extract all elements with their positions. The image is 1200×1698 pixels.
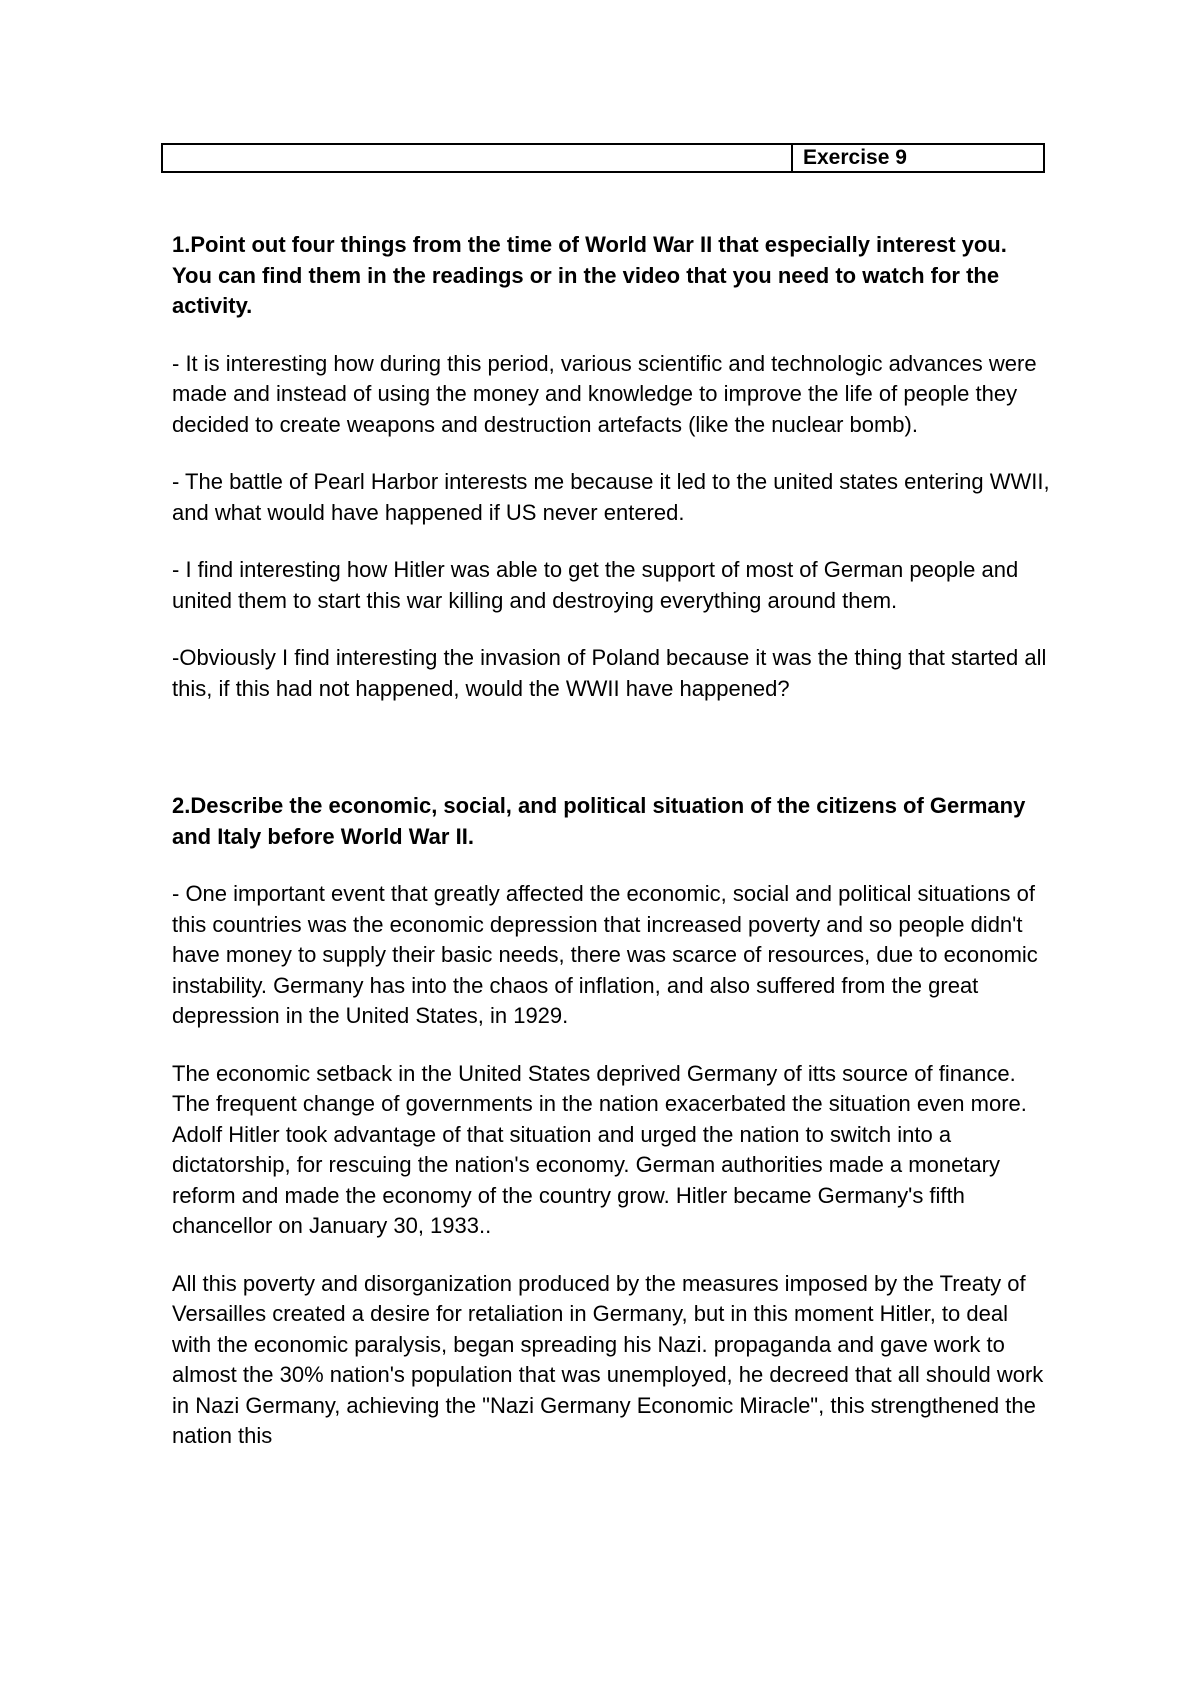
answer-paragraph: -Obviously I find interesting the invasion of Poland because it was the thing that started all this, if this had not happened, would the WWII have happened? <box>172 645 1047 701</box>
header-table <box>161 143 1045 173</box>
answer-paragraph: - The battle of Pearl Harbor interests me because it led to the united states entering WWII, and what would have happened if US never entered. <box>172 469 1050 525</box>
section-spacer <box>172 704 1052 791</box>
answer-paragraph: All this poverty and disorganization produced by the measures imposed by the Treaty of Versailles created a desire for retaliation in Germany, but in this moment Hitler, to deal with the economic paralysis, began spreading his Nazi. propaganda and gave work to almost the 30% nation's population that was unemployed, he decreed that all should work in Nazi Germany, achieving the "Nazi Germany Economic Miracle", this strengthened the nation this <box>172 1270 1044 1448</box>
answer-paragraph: The economic setback in the United States deprived Germany of itts source of finance. The frequent change of governments in the nation exacerbated the situation even more. Adolf Hitler took advantage of that situation and urged the nation to switch into a dictatorship, for rescuing the nation's economy. German authorities made a monetary reform and made the economy of the country grow. Hitler became Germany's fifth chancellor on January 30, 1933.. <box>172 1060 1027 1238</box>
answer-paragraph: - One important event that greatly affected the economic, social and political situations of this countries was the economic depression that increased poverty and so people didn't have money to supply their basic needs, there was scarce of resources, due to economic instability. Germany has into the chaos of inflation, and also suffered from the great depression in the United States, in 1929. <box>172 881 1038 1028</box>
answer-paragraph: - It is interesting how during this period, various scientific and technologic advances were made and instead of using the money and knowledge to improve the life of people they decided to create weapons and destruction artefacts (like the nuclear bomb). <box>172 350 1037 437</box>
header-empty-cell <box>163 145 793 171</box>
question-2: 2.Describe the economic, social, and political situation of the citizens of Germany and Italy before World War II. <box>172 793 1026 849</box>
exercise-label: Exercise 9 <box>803 146 907 169</box>
question-1: 1.Point out four things from the time of World War II that especially interest you. You can find them in the readings or in the video that you need to watch for the activity. <box>172 232 1007 318</box>
document-body <box>172 230 1052 1452</box>
answer-paragraph: - I find interesting how Hitler was able to get the support of most of German people and united them to start this war killing and destroying everything around them. <box>172 557 1019 613</box>
